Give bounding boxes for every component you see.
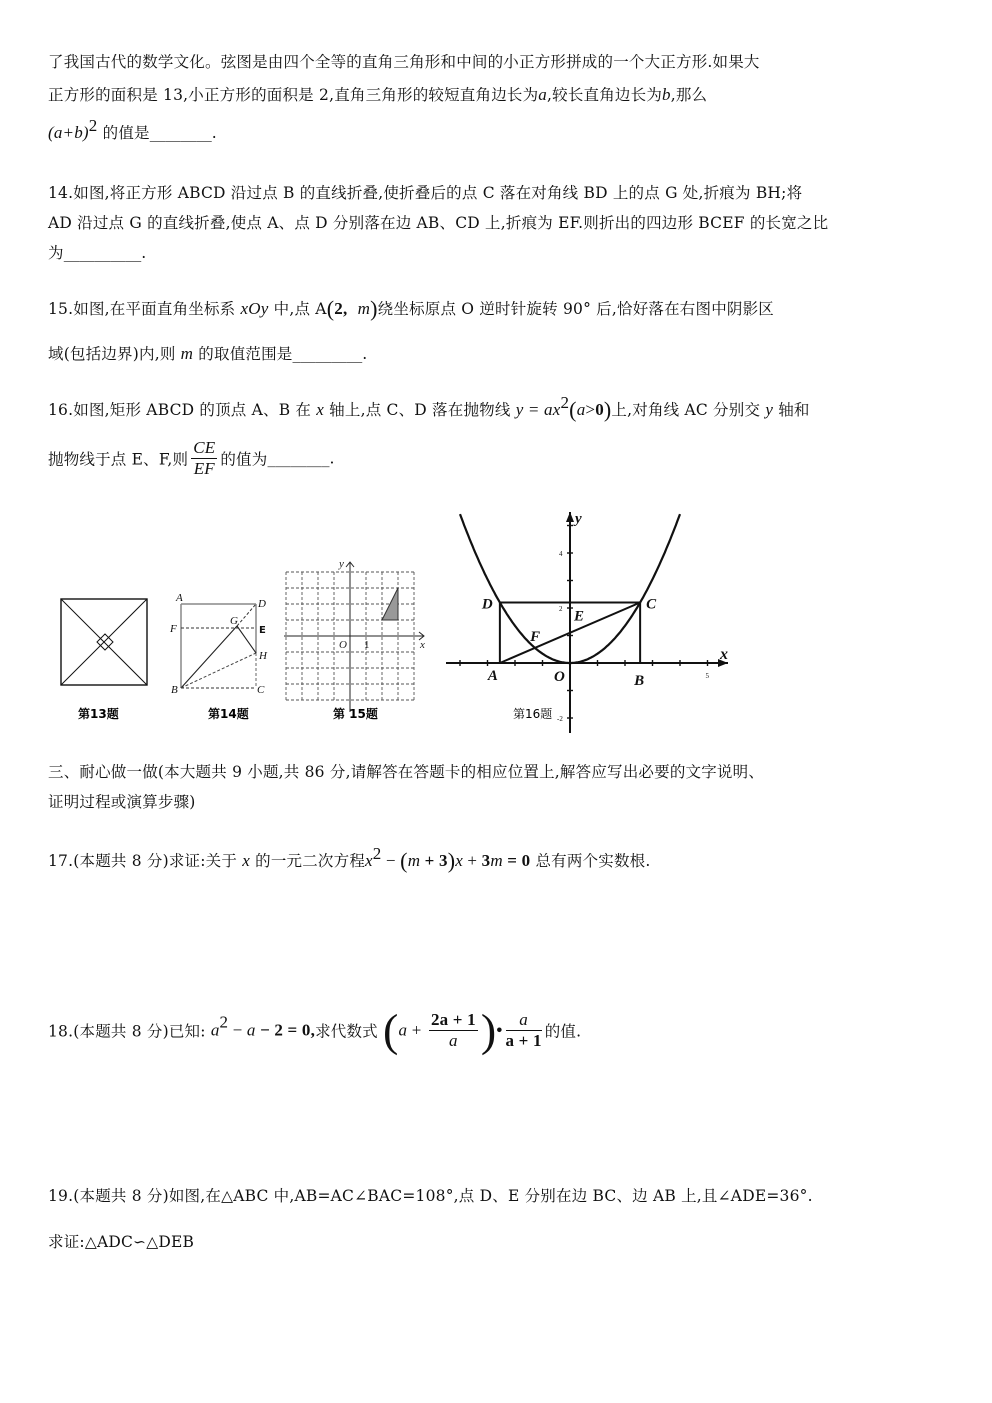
q17-var-x: x	[242, 851, 250, 870]
q17-line	[48, 844, 651, 874]
q15-answer-blank[interactable]: _________	[292, 345, 363, 363]
q17-eq-x: x	[365, 851, 373, 870]
fig16-y-label: y	[575, 511, 582, 527]
fig15-origin-label: O	[339, 639, 347, 651]
q15-text-d: 域(包括边界)内,则	[48, 345, 176, 363]
q15-line-1	[48, 296, 774, 322]
q14-line-3	[48, 241, 146, 263]
q13-line-2	[48, 83, 707, 105]
q16-line-2	[48, 438, 335, 479]
q13-var-a: a	[538, 85, 547, 104]
fig16-label-E: E	[574, 608, 585, 625]
q15-point-x: 2	[334, 299, 343, 318]
q17-eq-exp: 2	[372, 844, 382, 863]
section3-line-2: 证明过程或演算步骤)	[48, 793, 196, 811]
q18-suffix: 的值.	[544, 1022, 582, 1041]
q16-line-1	[48, 393, 810, 423]
q17-eq-plus: +	[462, 851, 482, 870]
fig15-tick-1: 1	[364, 639, 370, 651]
q15-text-b: 中,点 A	[273, 300, 327, 318]
fig14-label-C: C	[257, 684, 265, 696]
figure-16	[446, 511, 728, 733]
q15-period: .	[362, 345, 368, 363]
fig16-tick-yneg2: -2	[557, 715, 563, 723]
fig14-label-G: G	[230, 615, 238, 627]
fig16-label-B: B	[634, 673, 645, 689]
fig14-diag-GD	[237, 604, 256, 626]
q13-answer-blank[interactable]: ________	[149, 124, 212, 142]
q16-period: .	[329, 449, 335, 468]
q16-paren-open: (	[569, 397, 577, 422]
q17-eq-zero: = 0	[502, 851, 531, 870]
q18-eq-a: a	[210, 1020, 220, 1040]
q15-var-m: m	[180, 344, 194, 363]
q14-line-1: 14.如图,将正方形 ABCD 沿过点 B 的直线折叠,使折叠后的点 C 落在对角线 BD 上的点 G 处,折痕为 BH;将	[48, 184, 803, 202]
fig16-tick-y4: 4	[559, 550, 563, 558]
q16-text-a: 16.如图,矩形 ABCD 的顶点 A、B 在	[48, 401, 312, 419]
fig16-label-A: A	[487, 668, 498, 684]
fig14-label-D: D	[258, 598, 266, 610]
q14-answer-blank[interactable]: __________	[63, 244, 142, 262]
q18-prefix: 18.(本题共 8 分)已知:	[48, 1022, 206, 1041]
q13-text-a: 正方形的面积是 13,小正方形的面积是 2,直角三角形的较短直角边长为	[48, 86, 539, 104]
figure-14	[169, 592, 268, 696]
q15-point-m: m	[357, 299, 371, 318]
q16-text-d: 轴和	[778, 401, 810, 419]
q15-text-a: 15.如图,在平面直角坐标系	[48, 300, 236, 318]
fig14-segment-BG	[181, 626, 237, 688]
fig14-segment-GH	[237, 626, 256, 653]
q19-line-1: 19.(本题共 8 分)如图,在△ABC 中,AB=AC∠BAC=108°,点 D、E 分别在边 BC、边 AB 上,且∠ADE=36°.	[48, 1187, 813, 1205]
fig15-x-label: x	[420, 639, 425, 651]
fig16-x-label: x	[720, 646, 728, 663]
q18-expr-plus: +	[407, 1020, 426, 1040]
q16-text-b: 轴上,点 C、D 落在抛物线	[329, 401, 511, 419]
q13-var-b: b	[662, 85, 671, 104]
q18-paren-open: (	[383, 1004, 399, 1056]
q16-exponent: 2	[560, 393, 570, 412]
q15-paren-open: (	[326, 296, 335, 321]
q19-line-2: 求证:△ADC∽△DEB	[48, 1233, 195, 1251]
q18-dot: •	[496, 1020, 503, 1040]
q15-line-2	[48, 342, 367, 364]
q14-period: .	[141, 244, 147, 262]
fig13-caption: 第13题	[78, 707, 119, 721]
q18-eq-rest: − 2 = 0,	[255, 1020, 316, 1040]
q16-text-c: 上,对角线 AC 分别交	[611, 401, 761, 419]
q13-expression: (a+b)	[48, 123, 89, 142]
fig16-tick-x5: 5	[705, 672, 709, 680]
fig15-y-label: y	[339, 558, 344, 570]
fig14-label-A: A	[176, 592, 183, 604]
q16-answer-blank[interactable]: ________	[267, 449, 330, 468]
fig15-shaded-region	[382, 588, 398, 620]
q17-suffix: 总有两个实数根.	[535, 852, 651, 870]
q18-eq-a2: a	[246, 1020, 256, 1040]
q18-frac2-numerator: a	[506, 1010, 542, 1031]
q15-comma: ,	[342, 299, 348, 318]
q18-frac1-numerator: 2a + 1	[430, 1010, 476, 1029]
q18-line	[48, 1004, 582, 1056]
q18-frac2-denominator: a + 1	[505, 1031, 542, 1050]
q18-eq-minus: −	[228, 1020, 247, 1040]
q13-period: .	[211, 124, 217, 142]
figures-panel	[0, 500, 992, 740]
q18-eq-exp: 2	[219, 1012, 229, 1032]
q13-exponent: 2	[88, 116, 98, 135]
q14-line-2: AD 沿过点 G 的直线折叠,使点 A、点 D 分别落在边 AB、CD 上,折痕为 EF.则折出的四边形 BCEF 的长宽之比	[48, 214, 829, 232]
fig13-inner-square	[97, 634, 113, 650]
q13-text-b: ,较长直角边长为	[547, 86, 663, 104]
q17-eq-minus: −	[381, 851, 401, 870]
q16-var-x: x	[316, 400, 325, 419]
q13-tail: 的值是	[102, 124, 150, 142]
q16-paren-close: )	[603, 397, 612, 422]
q18-fraction-2	[506, 1010, 542, 1051]
fig16-label-F: F	[530, 629, 541, 645]
q15-text-c: 绕坐标原点 O 逆时针旋转 90° 后,恰好落在右图中阴影区	[377, 300, 774, 318]
q18-fraction-1	[429, 1010, 478, 1051]
q16-text-e: 抛物线于点 E、F,则	[48, 450, 189, 469]
q17-eq-x2: x	[455, 851, 463, 870]
q18-mid: 求代数式	[315, 1022, 378, 1041]
section3-line-1: 三、耐心做一做(本大题共 9 小题,共 86 分,请解答在答题卡的相应位置上,解答应写出必要的文字说明、	[48, 763, 765, 781]
q16-equation: y = ax	[515, 400, 561, 419]
figure-13	[61, 599, 147, 685]
q16-cond-a: a	[576, 400, 586, 419]
q16-frac-numerator: CE	[193, 438, 216, 457]
fig16-label-D: D	[481, 596, 493, 613]
fig14-label-B: B	[171, 684, 178, 696]
fig16-y-arrow-icon	[566, 512, 574, 522]
figure-15	[284, 558, 425, 712]
q15-paren-close: )	[370, 296, 378, 321]
fig14-label-E: E	[259, 625, 266, 636]
fig14-caption: 第14题	[208, 707, 249, 721]
q17-eq-3: 3	[481, 851, 491, 870]
q13-text-c: ,那么	[670, 86, 708, 104]
fig14-label-F: F	[170, 623, 177, 635]
q16-fraction	[191, 438, 217, 479]
fig16-label-C: C	[646, 596, 657, 613]
q15-text-e: 的取值范围是	[198, 345, 293, 363]
fig15-caption: 第 15题	[333, 707, 378, 721]
q17-mid: 的一元二次方程	[255, 852, 366, 870]
q17-paren-open: (	[400, 848, 408, 873]
q13-line-3	[48, 116, 217, 143]
q13-line-1: 了我国古代的数学文化。弦图是由四个全等的直角三角形和中间的小正方形拼成的一个大正方形.如果大	[48, 53, 760, 71]
q17-eq-m: m	[407, 851, 421, 870]
q17-eq-m2: m	[490, 851, 503, 870]
q17-eq-plus3: + 3	[420, 851, 448, 870]
fig14-label-H: H	[259, 650, 267, 662]
q18-frac1-denominator: a	[449, 1031, 458, 1050]
q15-coord-system: xOy	[240, 299, 269, 318]
q14-text: 为	[48, 244, 64, 262]
q16-cond-zero: 0	[595, 400, 604, 419]
q18-expr-a: a	[398, 1020, 408, 1040]
q16-var-y: y	[765, 400, 774, 419]
q17-paren-close: )	[447, 848, 456, 873]
q16-frac-denominator: EF	[193, 459, 215, 478]
q18-paren-close: )	[480, 1004, 497, 1056]
q16-text-f: 的值为	[220, 450, 268, 469]
fig14-crease-BH	[181, 653, 256, 688]
fig16-caption: 第16题	[513, 707, 553, 721]
fig16-origin-label: O	[554, 669, 565, 685]
q17-prefix: 17.(本题共 8 分)求证:关于	[48, 852, 238, 870]
q16-cond-gt: >	[585, 400, 596, 419]
fig16-tick-y2: 2	[559, 605, 563, 613]
